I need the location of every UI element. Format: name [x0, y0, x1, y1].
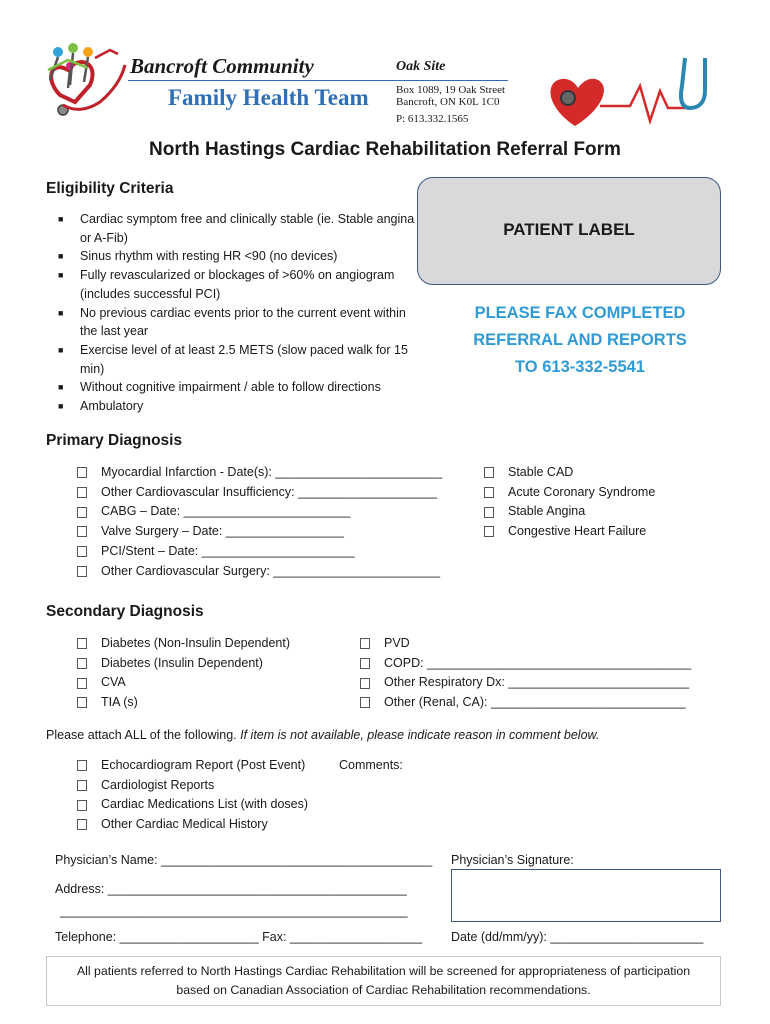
family-figures-heart-logo-icon	[40, 40, 135, 120]
secondary-diagnosis-right-list	[360, 634, 691, 713]
footer-note-box	[46, 956, 721, 1006]
checkbox[interactable]	[77, 546, 87, 557]
org-logo	[40, 40, 135, 120]
address-field[interactable]: Address: ___________________________________________	[55, 882, 407, 896]
attach-text-italic: If item is not available, please indicate reason in comment below.	[240, 728, 600, 742]
primary-diagnosis-left-list	[77, 463, 442, 581]
bullet-icon: ■	[58, 401, 64, 412]
checkbox[interactable]	[484, 487, 494, 498]
secondary-diagnosis-heading: Secondary Diagnosis	[46, 603, 204, 620]
org-phone: P: 613.332.1565	[396, 113, 469, 125]
bullet-icon: ■	[58, 382, 64, 393]
list-item: ■ Fully revascularized or blockages of >60% on angiogram (includes successful PCI)	[58, 268, 395, 301]
primary-diagnosis-right-list	[484, 463, 655, 542]
date-field[interactable]: Date (dd/mm/yy): ______________________	[451, 930, 704, 944]
bullet-icon: ■	[58, 214, 64, 224]
org-address-line-1: Box 1089, 19 Oak Street	[396, 84, 506, 96]
checkbox-item[interactable]: COPD: ______________________________________	[360, 654, 691, 674]
checkbox[interactable]	[77, 638, 87, 649]
checkbox-item[interactable]: Stable CAD	[484, 463, 655, 483]
checkbox[interactable]	[484, 507, 494, 518]
checkbox[interactable]	[77, 819, 87, 830]
org-name-line-1: Bancroft Community	[130, 54, 314, 78]
physician-name-field[interactable]: Physician’s Name: _______________________________________	[55, 853, 433, 867]
eligibility-heading: Eligibility Criteria	[46, 180, 174, 197]
bullet-icon: ■	[58, 344, 64, 355]
checkbox-item[interactable]: Cardiologist Reports	[77, 776, 308, 796]
org-address-line-2: Bancroft, ON K0L 1C0	[396, 96, 500, 108]
checkbox[interactable]	[360, 697, 370, 708]
checkbox[interactable]	[77, 487, 87, 498]
physician-signature-label: Physician’s Signature:	[451, 853, 574, 867]
bullet-icon: ■	[58, 251, 64, 262]
checkbox[interactable]	[484, 526, 494, 537]
list-item: ■ Cardiac symptom free and clinically stable (ie. Stable angina or A-Fib)	[58, 212, 415, 245]
telephone-fax-field[interactable]: Telephone: ____________________ Fax: ___________________	[55, 930, 423, 944]
signature-box[interactable]	[451, 869, 721, 922]
list-item: ■ Sinus rhythm with resting HR <90 (no devices)	[46, 247, 416, 266]
list-item: ■ Ambulatory	[46, 397, 416, 416]
checkbox[interactable]	[77, 678, 87, 689]
checkbox[interactable]	[360, 678, 370, 689]
attach-instructions	[46, 726, 599, 745]
attach-text: Please attach ALL of the following.	[46, 728, 237, 742]
checkbox-item[interactable]: Stable Angina	[484, 502, 655, 522]
eligibility-list	[46, 210, 416, 416]
checkbox-item[interactable]: TIA (s)	[77, 693, 290, 713]
checkbox-item[interactable]: CABG – Date: ________________________	[77, 502, 442, 522]
checkbox[interactable]	[77, 526, 87, 537]
patient-label-box[interactable]	[417, 177, 721, 285]
site-name: Oak Site	[396, 59, 446, 74]
checkbox[interactable]	[77, 780, 87, 791]
list-item: ■ Exercise level of at least 2.5 METS (slow paced walk for 15 min)	[58, 342, 408, 376]
checkbox-item[interactable]: PVD	[360, 634, 691, 654]
checkbox-item[interactable]: Echocardiogram Report (Post Event)	[77, 756, 308, 776]
secondary-diagnosis-left-list	[77, 634, 290, 713]
form-title: North Hastings Cardiac Rehabilitation Referral Form	[149, 139, 621, 160]
checkbox-item[interactable]: Other Cardiac Medical History	[77, 815, 308, 835]
checkbox[interactable]	[360, 638, 370, 649]
checkbox[interactable]	[77, 467, 87, 478]
checkbox-item[interactable]: Other Cardiovascular Insufficiency: ____________________	[77, 483, 442, 503]
checkbox-item[interactable]: Other Respiratory Dx: __________________________	[360, 673, 691, 693]
fax-line-1: PLEASE FAX COMPLETED	[474, 304, 686, 322]
patient-label-text: PATIENT LABEL	[503, 220, 635, 239]
org-name-line-2: Family Health Team	[168, 85, 369, 110]
checkbox-item[interactable]: Cardiac Medications List (with doses)	[77, 795, 308, 815]
list-item: ■ Without cognitive impairment / able to follow directions	[46, 378, 416, 397]
fax-line-3: TO 613-332-5541	[515, 358, 645, 376]
list-item: ■ No previous cardiac events prior to the current event within the last year	[58, 305, 406, 339]
checkbox[interactable]	[77, 760, 87, 771]
checkbox[interactable]	[484, 467, 494, 478]
checkbox-item[interactable]: Valve Surgery – Date: _________________	[77, 522, 442, 542]
checkbox-item[interactable]: Myocardial Infarction - Date(s): ________________________	[77, 463, 442, 483]
checkbox-item[interactable]: Congestive Heart Failure	[484, 522, 655, 542]
comments-label: Comments:	[339, 758, 403, 772]
heart-stethoscope-icon	[540, 46, 725, 131]
bullet-icon: ■	[58, 270, 64, 281]
checkbox-item[interactable]: Acute Coronary Syndrome	[484, 483, 655, 503]
checkbox[interactable]	[77, 697, 87, 708]
footer-line-2: based on Canadian Association of Cardiac Rehabilitation recommendations.	[176, 983, 591, 997]
checkbox[interactable]	[77, 507, 87, 518]
checkbox-item[interactable]: Other (Renal, CA): ____________________________	[360, 693, 691, 713]
fax-instructions	[430, 300, 730, 381]
checkbox[interactable]	[77, 800, 87, 811]
checkbox-item[interactable]: Diabetes (Non-Insulin Dependent)	[77, 634, 290, 654]
bullet-icon: ■	[58, 307, 64, 318]
heart-stethoscope-graphic	[540, 46, 725, 131]
checkbox-item[interactable]: PCI/Stent – Date: ______________________	[77, 542, 442, 562]
checkbox-item[interactable]: Other Cardiovascular Surgery: ________________________	[77, 562, 442, 582]
checkbox-item[interactable]: Diabetes (Insulin Dependent)	[77, 654, 290, 674]
header-divider	[128, 80, 508, 81]
checkbox[interactable]	[77, 658, 87, 669]
checkbox-item[interactable]: CVA	[77, 673, 290, 693]
checkbox[interactable]	[360, 658, 370, 669]
address-field-line-2[interactable]: __________________________________________________	[60, 904, 408, 918]
primary-diagnosis-heading: Primary Diagnosis	[46, 432, 183, 449]
attach-list	[77, 756, 308, 835]
fax-line-2: REFERRAL AND REPORTS	[473, 331, 687, 349]
footer-line-1: All patients referred to North Hastings Cardiac Rehabilitation will be screened for appropriateness of participation	[76, 964, 691, 978]
checkbox[interactable]	[77, 566, 87, 577]
